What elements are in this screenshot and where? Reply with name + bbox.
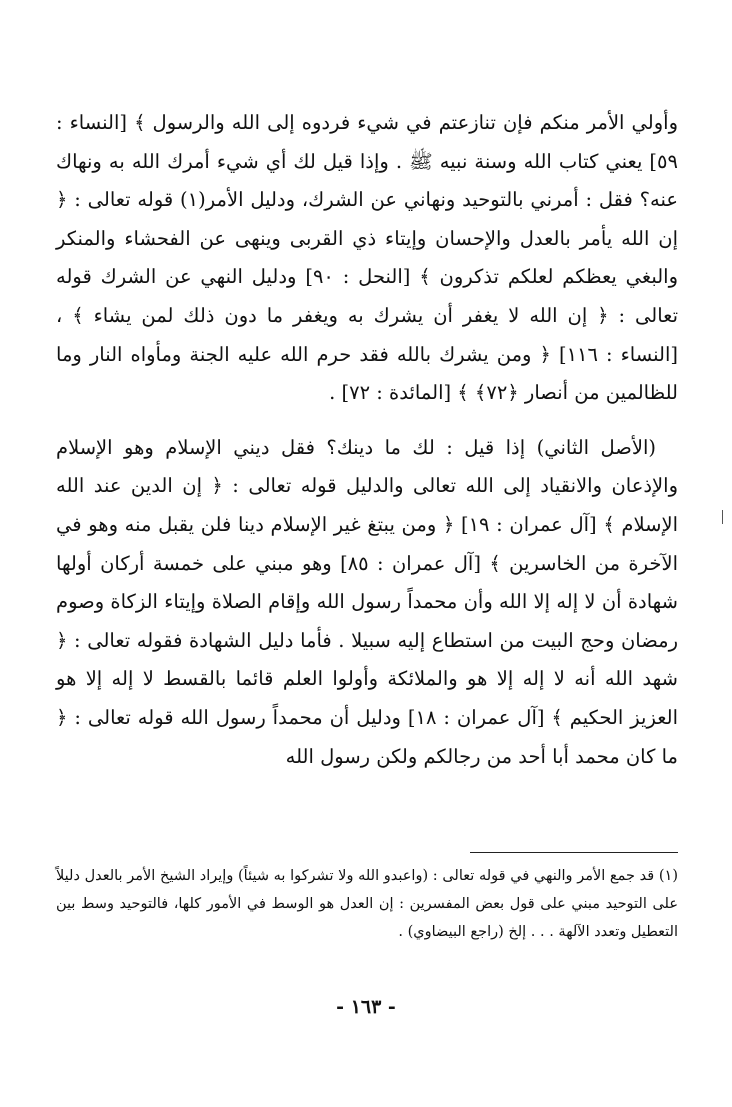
paragraph-1: وأولي الأمر منكم فإن تنازعتم في شيء فردوه إلى الله والرسول ﴾ [النساء : ٥٩] يعني كتاب الله وسنة نبيه ﷺ . وإذا قيل لك أي شيء أمرك الله به ونهاك عنه؟ فقل : أمرني بالتوحيد ونهاني عن الشرك، ودليل الأمر(١) قوله تعالى : ﴿ إن الله يأمر بالعدل والإحسان وإيتاء ذي القربى وينهى عن الفحشاء والمنكر والبغي يعظكم لعلكم تذكرون ﴾ [النحل : ٩٠] ودليل النهي عن الشرك قوله تعالى : ﴿ إن الله لا يغفر أن يشرك به ويغفر ما دون ذلك لمن يشاء ﴾ ، [النساء : ١١٦] ﴿ ومن يشرك بالله فقد حرم الله عليه الجنة ومأواه النار وما للظالمين من أنصار ﴿٧٢﴾ ﴾ [المائدة : ٧٢] .	[56, 111, 678, 405]
footnote-1: (١) قد جمع الأمر والنهي في قوله تعالى : (واعبدو الله ولا تشركوا به شيئاً) وإيراد الشيخ الأمر بالعدل دليلاً على التوحيد مبني على قول بعض المفسرين : إن العدل هو الوسط في الأمور كلها، فالتوحيد وسط بين التعطيل وتعدد الآلهة . . . إلخ (راجع البيضاوي) .	[56, 868, 678, 940]
footnote-separator	[470, 852, 678, 853]
footnotes	[56, 862, 678, 946]
main-text	[56, 104, 678, 776]
margin-mark	[722, 510, 723, 524]
paragraph-2: (الأصل الثاني) إذا قيل : لك ما دينك؟ فقل ديني الإسلام وهو الإسلام والإذعان والانقياد إلى الله تعالى والدليل قوله تعالى : ﴿ إن الدين عند الله الإسلام ﴾ [آل عمران : ١٩] ﴿ ومن يبتغ غير الإسلام دينا فلن يقبل منه وهو في الآخرة من الخاسرين ﴾ [آل عمران : ٨٥] وهو مبني على خمسة أركان أولها شهادة أن لا إله إلا الله وأن محمداً رسول الله وإقام الصلاة وإيتاء الزكاة وصوم رمضان وحج البيت من استطاع إليه سبيلا . فأما دليل الشهادة فقوله تعالى : ﴿ شهد الله أنه لا إله إلا هو والملائكة وأولوا العلم قائما بالقسط لا إله إلا هو العزيز الحكيم ﴾ [آل عمران : ١٨] ودليل أن محمداً رسول الله قوله تعالى : ﴿ ما كان محمد أبا أحد من رجالكم ولكن رسول الله	[56, 435, 679, 768]
page-number: - ١٦٣ -	[336, 996, 396, 1018]
